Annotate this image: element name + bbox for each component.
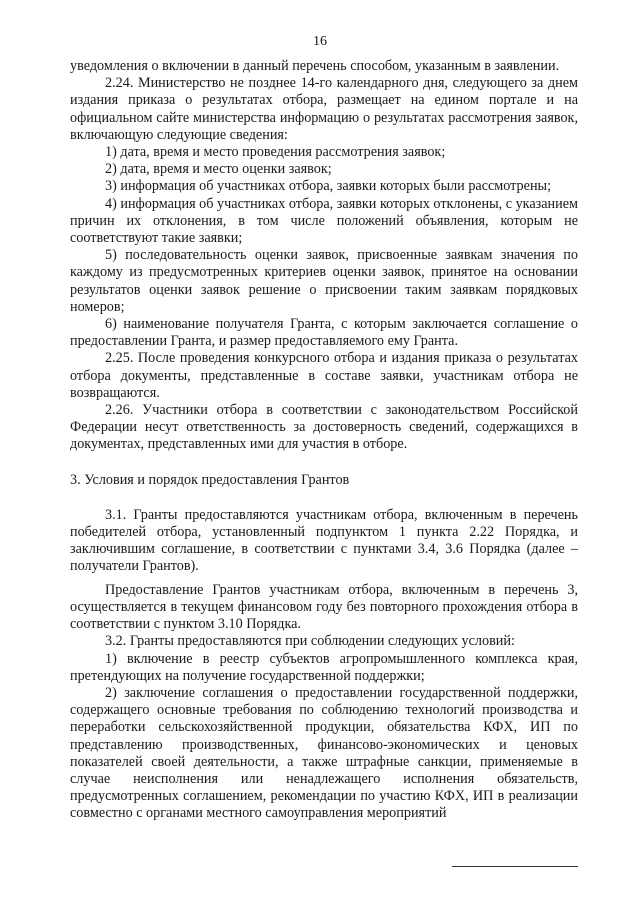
paragraph: 3.2. Гранты предоставляются при соблюдении следующих условий:	[105, 633, 515, 650]
paragraph: Предоставление Грантов участникам отбора, включенным в перечень 3, осуществляется в текущем финансовом году без повторного прохождения отбора в соответствии с пунктом 3.10 Порядка.	[70, 581, 578, 633]
list-item: 4) информация об участниках отбора, заявки которых отклонены, с указанием причин их отклонения, в том числе положений объявления, которым не соответствуют такие заявки;	[70, 195, 578, 247]
list-item: 1) включение в реестр субъектов агропромышленного комплекса края, претендующих на получение государственной поддержки;	[70, 650, 578, 684]
list-item: 5) последовательность оценки заявок, присвоенные заявкам значения по каждому из предусмотренных критериев оценки заявок, принятое на основании результатов оценки заявок решение о присвоении таким заявкам порядковых номеров;	[70, 247, 578, 315]
paragraph: 2.26. Участники отбора в соответствии с законодательством Российской Федерации несут ответственность за достоверность сведений, содержащихся в документах, представленных ими для участия в отборе.	[70, 402, 578, 453]
list-item: 2) дата, время и место оценки заявок;	[105, 161, 332, 178]
section-heading: 3. Условия и порядок предоставления Грантов	[70, 471, 350, 488]
footer-rule	[452, 866, 578, 867]
paragraph: 3.1. Гранты предоставляются участникам отбора, включенным в перечень победителей отбора, установленный подпунктом 1 пункта 2.22 Порядка, и заключившим соглашение, в соответствии с пунктами 3.4, 3.6 Порядка (далее – получатели Грантов).	[70, 506, 578, 575]
list-item: 1) дата, время и место проведения рассмотрения заявок;	[105, 144, 446, 161]
paragraph: 2.25. После проведения конкурсного отбора и издания приказа о результатах отбора документы, представленные в составе заявки, участникам отбора не возвращаются.	[70, 350, 578, 401]
list-item: 2) заключение соглашения о предоставлении государственной поддержки, содержащего основные требования по соблюдению технологий производства и переработки сельскохозяйственной продукции, обязательства КФХ, ИП по представлению производственных, финансово-экономических и ценовых показателей своей деятельности, а также штрафные санкции, применяемые в случае неисполнения или ненадлежащего исполнения обязательств, предусмотренных соглашением, рекомендации по участию КФХ, ИП в реализации совместно с органами местного самоуправления мероприятий	[70, 684, 578, 822]
document-body	[70, 58, 578, 823]
list-item: 6) наименование получателя Гранта, с которым заключается соглашение о предоставлении Гранта, и размер предоставляемого ему Гранта.	[70, 316, 578, 350]
list-item: 3) информация об участниках отбора, заявки которых были рассмотрены;	[105, 178, 552, 195]
paragraph: 2.24. Министерство не позднее 14-го календарного дня, следующего за днем издания приказа о результатах отбора, размещает на едином портале и на официальном сайте министерства информацию о результатах рассмотрения заявок, включающую следующие сведения:	[70, 75, 578, 143]
page-number: 16	[313, 34, 327, 49]
paragraph: уведомления о включении в данный перечень способом, указанным в заявлении.	[70, 58, 560, 74]
